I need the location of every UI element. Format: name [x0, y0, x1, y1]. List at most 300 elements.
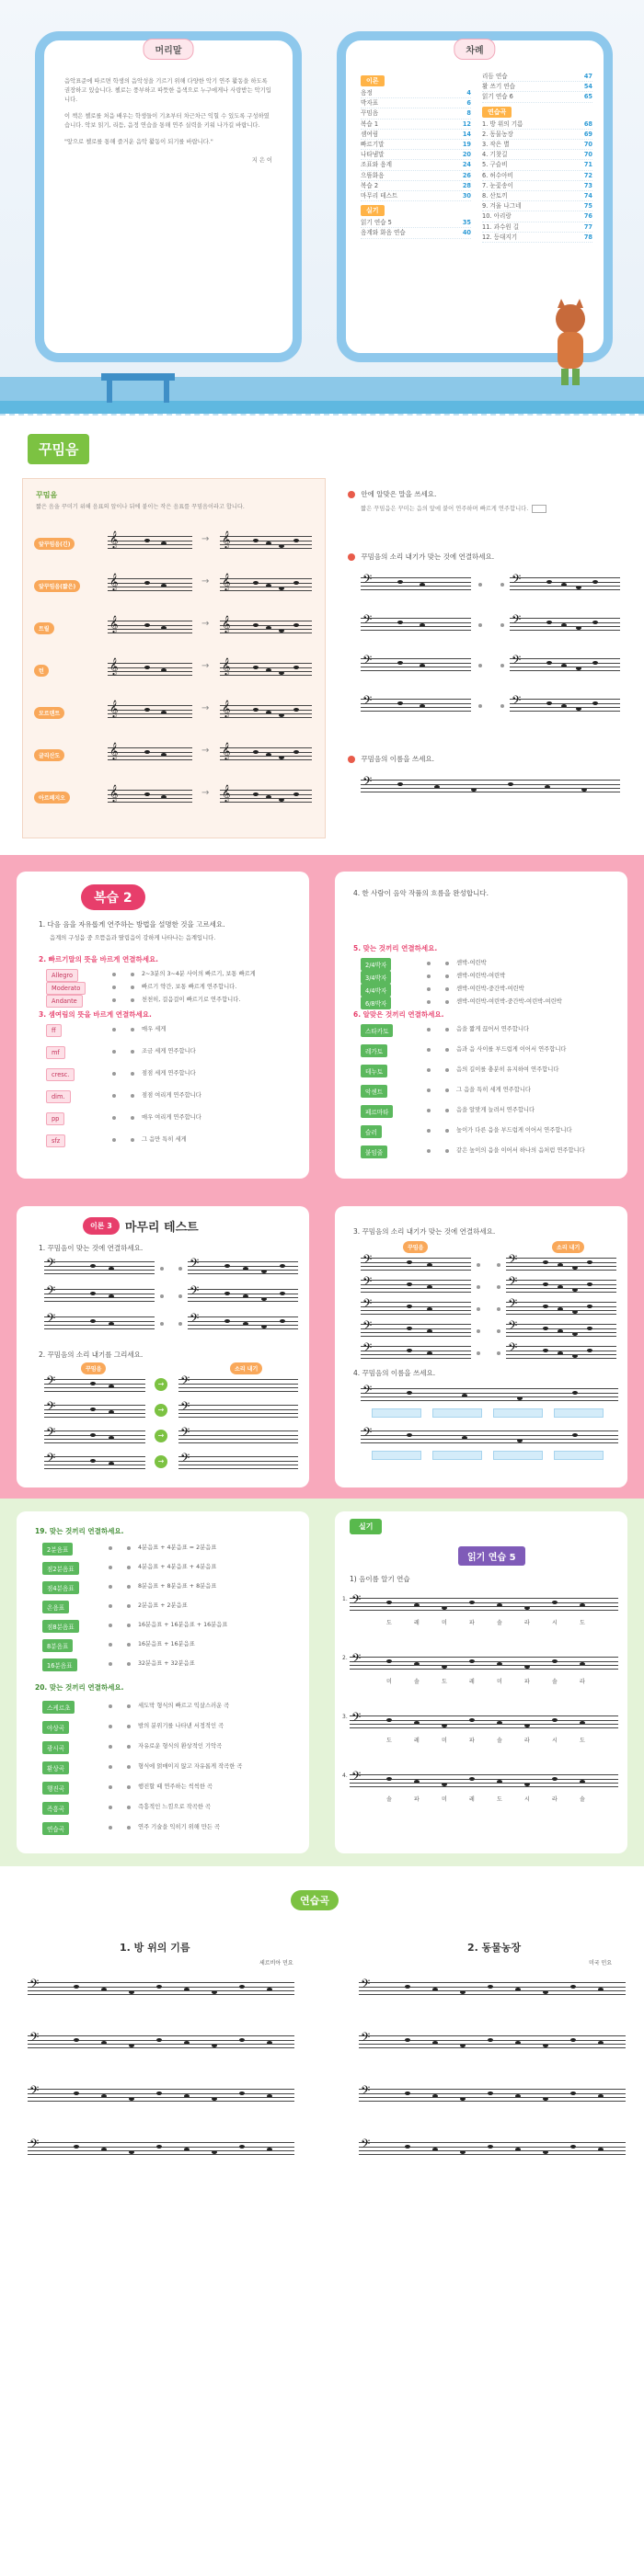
staff-line — [108, 590, 192, 591]
match-dot[interactable] — [445, 1048, 449, 1052]
match-dot[interactable] — [497, 1329, 500, 1333]
note-head — [386, 1718, 392, 1722]
treble-clef-icon: 𝄞 — [109, 742, 119, 759]
music-staff — [108, 657, 192, 678]
bass-clef-icon: 𝄢 — [362, 572, 373, 589]
match-dot[interactable] — [127, 1704, 131, 1708]
match-dot[interactable] — [478, 623, 482, 627]
answer-box[interactable] — [432, 1408, 482, 1418]
match-dot[interactable] — [127, 1604, 131, 1608]
contents-entry[interactable] — [361, 140, 471, 150]
music-staff — [220, 742, 312, 762]
music-staff — [44, 1399, 145, 1419]
contents-entry-page: 68 — [583, 120, 592, 128]
contents-entry[interactable] — [361, 88, 471, 98]
match-dot[interactable] — [109, 1765, 112, 1769]
contents-entry[interactable] — [482, 222, 592, 233]
match-dot[interactable] — [112, 973, 116, 976]
match-dot[interactable] — [445, 1089, 449, 1092]
match-dot[interactable] — [127, 1765, 131, 1769]
music-staff — [350, 1710, 618, 1730]
match-value: 16분음표 + 16분음표 + 16분음표 — [138, 1622, 228, 1628]
match-dot[interactable] — [109, 1604, 112, 1608]
match-dot[interactable] — [131, 973, 134, 976]
note-head — [144, 539, 150, 542]
music-staff — [361, 1296, 471, 1316]
match-dot[interactable] — [500, 664, 504, 667]
contents-list — [482, 72, 592, 103]
note-head — [224, 1264, 230, 1268]
solfege-label: 레 — [469, 1796, 475, 1803]
match-dot[interactable] — [477, 1285, 480, 1289]
preface-title: 머리말 — [144, 39, 194, 60]
match-dot[interactable] — [445, 975, 449, 978]
bass-clef-icon: 𝄢 — [362, 1252, 373, 1270]
question-bullet — [348, 491, 355, 498]
note-head — [572, 1332, 578, 1336]
staff-line — [178, 1468, 298, 1469]
note-head — [90, 1459, 96, 1463]
contents-list — [361, 218, 471, 238]
contents-entry-page: 4 — [466, 89, 471, 97]
answer-box[interactable] — [493, 1451, 543, 1460]
match-dot[interactable] — [427, 1089, 431, 1092]
match-value: 2분음표 + 2분음표 — [138, 1602, 188, 1609]
contents-entry-page: 47 — [583, 73, 592, 80]
match-dot[interactable] — [445, 1149, 449, 1153]
solfege-label: 라 — [524, 1738, 530, 1744]
note-head — [279, 798, 284, 802]
match-dot[interactable] — [131, 1116, 134, 1120]
answer-box[interactable] — [493, 1408, 543, 1418]
bass-clef-icon: 𝄢 — [351, 1592, 362, 1610]
contents-entry[interactable] — [361, 120, 471, 130]
match-dot[interactable] — [131, 1050, 134, 1054]
solfege-label: 파 — [524, 1679, 530, 1685]
match-dot[interactable] — [109, 1662, 112, 1666]
contents-entry[interactable] — [361, 130, 471, 140]
contents-entry[interactable] — [482, 150, 592, 160]
note-head — [581, 788, 587, 792]
arrow-icon: → — [155, 1378, 167, 1391]
match-dot[interactable] — [500, 623, 504, 627]
section-title: 꾸밈음 — [28, 434, 89, 464]
match-dot[interactable] — [427, 1068, 431, 1072]
note-head — [253, 581, 259, 585]
match-key: 점8분음표 — [42, 1620, 79, 1633]
match-dot[interactable] — [112, 1072, 116, 1076]
contents-entry[interactable] — [361, 160, 471, 170]
bass-clef-icon: 𝄢 — [29, 1977, 40, 1994]
note-head — [90, 1433, 96, 1437]
note-head — [74, 2092, 79, 2095]
contents-entry[interactable] — [361, 150, 471, 160]
match-dot[interactable] — [445, 962, 449, 965]
question-subtext: 짧은 꾸밈음은 꾸미는 음의 앞에 붙어 연주하며 빠르게 연주합니다. — [361, 506, 529, 512]
treble-clef-icon: 𝄞 — [222, 573, 231, 590]
match-dot[interactable] — [445, 1129, 449, 1133]
match-dot[interactable] — [478, 664, 482, 667]
solfege-label: 레 — [414, 1620, 420, 1626]
match-dot[interactable] — [131, 1094, 134, 1098]
bass-clef-icon: 𝄢 — [361, 2083, 371, 2101]
staff-line — [506, 1314, 616, 1315]
question-bullet — [348, 553, 355, 561]
note-head — [101, 2041, 107, 2045]
match-value: 형식에 얽매이지 않고 자유롭게 작곡한 곡 — [138, 1763, 243, 1770]
match-dot[interactable] — [160, 1294, 164, 1298]
match-dot[interactable] — [478, 583, 482, 587]
note-head — [397, 580, 403, 584]
match-dot[interactable] — [445, 1000, 449, 1004]
match-key: cresc. — [46, 1068, 75, 1081]
note-head — [161, 753, 167, 757]
note-head — [427, 1351, 432, 1355]
match-dot[interactable] — [109, 1725, 112, 1728]
match-dot[interactable] — [445, 1028, 449, 1032]
match-dot[interactable] — [109, 1585, 112, 1589]
match-value: 16분음표 + 16분음표 — [138, 1641, 195, 1647]
note-head — [144, 581, 150, 585]
match-dot[interactable] — [160, 1322, 164, 1326]
contents-entry[interactable] — [482, 72, 592, 82]
contents-entry[interactable] — [482, 140, 592, 150]
match-dot[interactable] — [109, 1745, 112, 1749]
bass-clef-icon: 𝄢 — [362, 612, 373, 630]
bass-clef-icon: 𝄢 — [46, 1283, 56, 1301]
music-staff — [44, 1425, 145, 1445]
note-head — [471, 788, 477, 792]
note-head — [239, 2038, 245, 2042]
staff-line — [44, 1417, 145, 1418]
staff-line — [178, 1442, 298, 1443]
music-staff — [44, 1373, 145, 1394]
contents-entry[interactable] — [482, 130, 592, 140]
match-dot[interactable] — [109, 1566, 112, 1569]
match-dot[interactable] — [109, 1826, 112, 1829]
arrow-icon: → — [201, 576, 210, 587]
staff-line — [361, 1442, 618, 1443]
match-dot[interactable] — [127, 1725, 131, 1728]
note-head — [517, 1396, 523, 1400]
contents-heading: 이론 — [361, 75, 385, 86]
match-dot[interactable] — [131, 1028, 134, 1032]
match-dot[interactable] — [427, 1129, 431, 1133]
note-head — [515, 2148, 521, 2151]
arrow-icon: → — [155, 1455, 167, 1468]
match-dot[interactable] — [477, 1263, 480, 1267]
q1-subtext: 음계의 구성음 중 으뜸음과 딸림음이 강하게 나타나는 음계입니다. — [50, 935, 216, 941]
match-dot[interactable] — [109, 1704, 112, 1708]
match-dot[interactable] — [131, 1072, 134, 1076]
solfege-label: 시 — [552, 1620, 558, 1626]
match-dot[interactable] — [109, 1806, 112, 1809]
match-dot[interactable] — [109, 1643, 112, 1647]
note-head — [90, 1264, 96, 1268]
match-dot[interactable] — [427, 987, 431, 991]
note-head — [101, 2094, 107, 2098]
note-head — [144, 792, 150, 796]
contents-entry[interactable] — [482, 160, 592, 170]
match-dot[interactable] — [497, 1263, 500, 1267]
match-dot[interactable] — [445, 987, 449, 991]
treble-clef-icon: 𝄞 — [222, 784, 231, 802]
match-dot[interactable] — [112, 1138, 116, 1142]
note-head — [515, 2094, 521, 2098]
staff-line — [178, 1417, 298, 1418]
match-dot[interactable] — [127, 1585, 131, 1589]
music-staff — [361, 774, 620, 794]
match-dot[interactable] — [131, 986, 134, 989]
staff-line — [350, 1727, 618, 1728]
note-head — [488, 2092, 493, 2095]
contents-entry[interactable] — [482, 120, 592, 130]
match-key: 야상곡 — [42, 1721, 69, 1734]
note-head — [212, 2097, 217, 2101]
contents-list — [361, 88, 471, 201]
match-dot[interactable] — [127, 1624, 131, 1627]
match-dot[interactable] — [127, 1643, 131, 1647]
note-head — [253, 666, 259, 669]
match-dot[interactable] — [178, 1322, 182, 1326]
note-head — [427, 1329, 432, 1333]
answer-box[interactable] — [372, 1451, 421, 1460]
staff-line — [220, 548, 312, 549]
contents-entry-title: 11. 과수원 길 — [482, 222, 520, 231]
music-staff — [28, 2030, 294, 2050]
question-1-sub — [361, 504, 548, 513]
match-dot[interactable] — [131, 998, 134, 1002]
staff-line — [28, 2047, 294, 2048]
contents-entry[interactable] — [361, 191, 471, 201]
note-head — [212, 2150, 217, 2154]
note-head — [598, 2148, 604, 2151]
match-dot[interactable] — [109, 1624, 112, 1627]
match-dot[interactable] — [127, 1546, 131, 1550]
staff-line — [44, 1442, 145, 1443]
match-dot[interactable] — [131, 1138, 134, 1142]
contents-entry-title: 1. 방 위의 기름 — [482, 120, 523, 128]
note-head — [460, 2097, 466, 2101]
treble-clef-icon: 𝄞 — [222, 530, 231, 548]
note-head — [432, 2041, 438, 2045]
match-value: 매우 세게 — [142, 1026, 167, 1032]
bass-clef-icon: 𝄢 — [362, 1274, 373, 1292]
preface-signature: 지 은 이 — [251, 157, 272, 164]
note-head — [266, 584, 271, 587]
match-dot[interactable] — [500, 583, 504, 587]
contents-entry-title: 2. 동물농장 — [482, 130, 513, 138]
note-head — [397, 782, 403, 786]
staff-line — [510, 670, 620, 671]
answer-box[interactable] — [432, 1451, 482, 1460]
note-head — [184, 1988, 190, 1991]
note-head — [469, 1777, 475, 1781]
contents-entry[interactable] — [361, 108, 471, 119]
note-head — [442, 1783, 447, 1786]
note-head — [587, 1327, 592, 1330]
music-staff — [108, 615, 192, 635]
match-dot[interactable] — [477, 1351, 480, 1355]
contents-entry-page: 12 — [462, 120, 471, 128]
note-head — [460, 2150, 466, 2154]
staff-line — [44, 1391, 145, 1392]
practice-tag: 실기 — [350, 1519, 382, 1534]
contents-entry[interactable] — [482, 171, 592, 181]
bass-clef-icon: 𝄢 — [512, 612, 522, 630]
note-head — [545, 785, 550, 789]
music-staff — [108, 573, 192, 593]
staff-line — [510, 711, 620, 712]
contents-entry-page: 30 — [462, 192, 471, 200]
match-key: 행진곡 — [42, 1782, 69, 1795]
match-dot[interactable] — [478, 704, 482, 708]
note-head — [497, 1662, 502, 1666]
answer-box[interactable] — [532, 505, 546, 513]
note-head — [462, 1436, 467, 1440]
staff-number: 2. — [342, 1655, 348, 1661]
match-dot[interactable] — [477, 1307, 480, 1311]
music-staff — [44, 1451, 145, 1471]
match-dot[interactable] — [109, 1546, 112, 1550]
match-dot[interactable] — [178, 1267, 182, 1271]
note-head — [293, 539, 299, 542]
contents-entry[interactable] — [482, 191, 592, 201]
contents-entry[interactable] — [361, 98, 471, 108]
music-staff — [350, 1592, 618, 1613]
match-dot[interactable] — [477, 1329, 480, 1333]
solfege-label: 레 — [414, 1738, 420, 1744]
match-dot[interactable] — [112, 1094, 116, 1098]
preface-frame — [35, 31, 302, 362]
arrow-icon: → — [201, 788, 210, 798]
contents-entry-page: 20 — [462, 151, 471, 159]
match-dot[interactable] — [427, 962, 431, 965]
solfege-label: 도 — [442, 1679, 447, 1685]
note-head — [386, 1601, 392, 1604]
match-dot[interactable] — [160, 1267, 164, 1271]
test-q4: 4. 꾸밈음의 이름을 쓰세요. — [353, 1369, 436, 1377]
answer-box[interactable] — [372, 1408, 421, 1418]
match-dot[interactable] — [427, 1109, 431, 1112]
contents-entry[interactable] — [361, 181, 471, 191]
note-head — [580, 1780, 585, 1784]
match-value: 자유로운 형식의 환상적인 기악곡 — [138, 1743, 223, 1750]
note-head — [224, 1319, 230, 1323]
match-value: 센박-여린박-여린박-중간박-여린박-여린박 — [456, 998, 562, 1005]
contents-entry[interactable] — [482, 233, 592, 243]
staff-line — [506, 1358, 616, 1359]
match-dot[interactable] — [127, 1785, 131, 1789]
solfege-label: 도 — [386, 1738, 392, 1744]
contents-entry[interactable] — [482, 211, 592, 222]
note-head — [460, 1990, 466, 1994]
match-key: 온음표 — [42, 1601, 69, 1613]
bass-clef-icon: 𝄢 — [29, 2083, 40, 2101]
note-head — [156, 1985, 162, 1989]
match-key: 슬러 — [361, 1125, 382, 1138]
contents-entry-title: 마무리 테스트 — [361, 192, 398, 200]
bass-clef-icon: 𝄢 — [362, 1318, 373, 1336]
match-dot[interactable] — [127, 1826, 131, 1829]
match-dot[interactable] — [112, 1028, 116, 1032]
note-head — [144, 750, 150, 754]
note-head — [524, 1724, 530, 1727]
note-head — [546, 661, 552, 665]
match-dot[interactable] — [427, 1028, 431, 1032]
note-head — [267, 2041, 272, 2045]
match-dot[interactable] — [427, 1149, 431, 1153]
staff-line — [361, 1314, 471, 1315]
match-dot[interactable] — [427, 1000, 431, 1004]
contents-entry[interactable] — [361, 218, 471, 228]
match-dot[interactable] — [497, 1285, 500, 1289]
match-dot[interactable] — [109, 1785, 112, 1789]
staff-line — [188, 1301, 298, 1302]
match-dot[interactable] — [445, 1109, 449, 1112]
contents-entry[interactable] — [482, 82, 592, 92]
match-dot[interactable] — [427, 975, 431, 978]
match-dot[interactable] — [497, 1307, 500, 1311]
note-head — [462, 1394, 467, 1397]
answer-box[interactable] — [554, 1451, 604, 1460]
contents-entry[interactable] — [482, 201, 592, 211]
note-head — [253, 708, 259, 712]
match-dot[interactable] — [112, 986, 116, 989]
contents-entry-page: 19 — [462, 141, 471, 149]
match-key: 점2분음표 — [42, 1562, 79, 1575]
note-head — [243, 1294, 248, 1298]
match-dot[interactable] — [127, 1806, 131, 1809]
match-dot[interactable] — [497, 1351, 500, 1355]
contents-entry[interactable] — [482, 181, 592, 191]
note-head — [561, 623, 567, 627]
match-dot[interactable] — [112, 1116, 116, 1120]
music-staff — [506, 1318, 616, 1339]
match-dot[interactable] — [427, 1048, 431, 1052]
note-head — [552, 1718, 558, 1722]
contents-heading: 연습곡 — [482, 107, 512, 118]
music-staff — [178, 1425, 298, 1445]
review-2-section — [0, 855, 644, 1195]
answer-box[interactable] — [554, 1408, 604, 1418]
match-dot[interactable] — [112, 1050, 116, 1054]
match-dot[interactable] — [127, 1566, 131, 1569]
contents-entry-page: 72 — [583, 171, 592, 179]
contents-entry[interactable] — [482, 92, 592, 102]
contents-entry[interactable] — [361, 171, 471, 181]
match-value: 연주 기술을 익히기 위해 만든 곡 — [138, 1824, 221, 1830]
note-head — [432, 1988, 438, 1991]
match-dot[interactable] — [445, 1068, 449, 1072]
note-head — [253, 792, 259, 796]
staff-line — [28, 2154, 294, 2155]
note-head — [109, 1436, 114, 1440]
match-dot[interactable] — [127, 1662, 131, 1666]
contents-entry-page: 54 — [583, 83, 592, 91]
match-key: 광시곡 — [42, 1741, 69, 1754]
match-dot[interactable] — [178, 1294, 182, 1298]
contents-entry-title: 음정 — [361, 89, 373, 97]
match-dot[interactable] — [127, 1745, 131, 1749]
note-head — [580, 1721, 585, 1725]
note-head — [552, 1659, 558, 1663]
music-staff — [28, 1977, 294, 1997]
match-dot[interactable] — [500, 704, 504, 708]
contents-entry[interactable] — [361, 228, 471, 238]
match-key: dim. — [46, 1090, 71, 1103]
match-dot[interactable] — [112, 998, 116, 1002]
